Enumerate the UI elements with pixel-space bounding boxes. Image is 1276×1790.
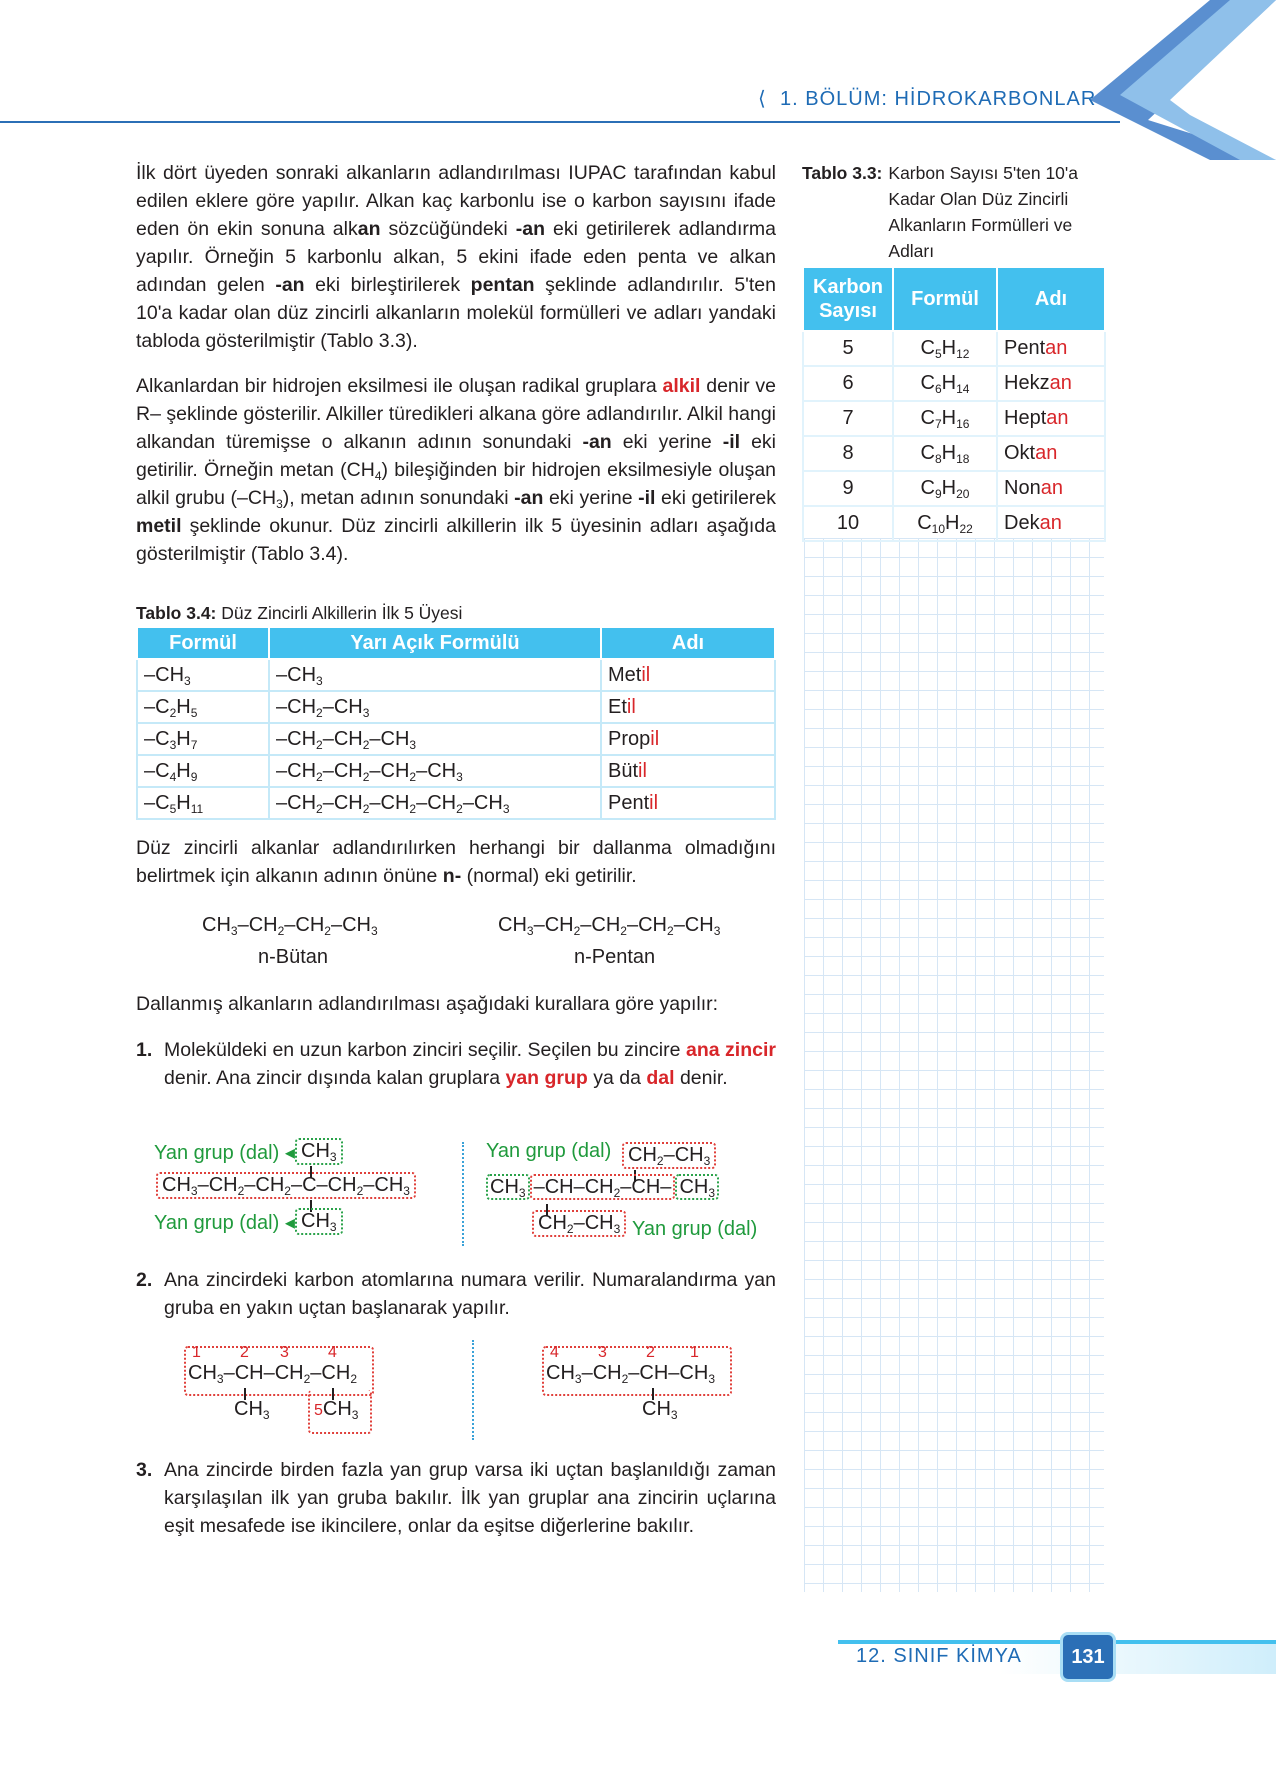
main-chain-formula: $CH_3$ $-CH-CH_2-CH-$ $CH_3$ [486,1176,719,1199]
carbon-count: 9 [803,471,893,506]
table-row [803,401,1105,436]
side-group-label: Yan grup (dal) ◂ [154,1142,295,1164]
alkane-name: Pentan [997,331,1105,366]
table34-header: Formül [137,627,269,659]
rule-3: 3. Ana zincirde birden fazla yan grup varsa iki uçtan başlanıldığı zaman karşılaşılan ilk yan gruba bakılır. İlk yan gruplar ana zincirin uçlarına eşit mesafede ise ikincilere, onlar da eşitse diğerlerine bakılır. [136,1459,776,1537]
alkane-name: Hekzan [997,366,1105,401]
table-row: $-C_2H_5$ $-CH_2-CH_3$ Etil [137,691,775,723]
paragraph-normal-prefix: Düz zincirli alkanlar adlandırılırken herhangi bir dallanma olmadığını belirtmek için alkanın adının önüne n- (normal) eki getirilir. [136,837,776,887]
carbon-count: 10 [803,506,893,541]
table34-caption: Tablo 3.4: Düz Zincirli Alkillerin İlk 5 Üyesi [136,603,463,623]
chapter-mark-icon: ⟨ [758,88,766,110]
table-row [803,436,1105,471]
book-title: 12. SINIF KİMYA [856,1645,1022,1667]
numbering-example-left: 1 2 3 4 $CH_3-CH-CH_2-CH_2$ $CH_3$ $5CH_3$ [184,1346,372,1436]
pentane-formula: $CH_3-CH_2-CH_2-CH_2-CH_3$ [498,914,721,938]
alkane-name: Nonan [997,471,1105,506]
paragraph-alkane-naming: İlk dört üyeden sonraki alkanların adlandırılması IUPAC tarafından kabul edilen eklere göre yapılır. Alkan kaç karbonlu ise o karbon sayısını ifade eden ön ekin sonuna alkan sözcüğündeki -an eki getirilerek adlandırma yapılır. Örneğin 5 karbonlu alkan, 5 ekini ifade eden penta ve alkan adından gelen -an eki birleştirilerek pentan şeklinde adlandırılır. 5'ten 10'a kadar olan düz zincirli alkanların molekül formülleri ve adları yandaki tabloda gösterilmiştir (Tablo 3.3). [136,162,776,352]
page-number: 131 [1060,1632,1116,1682]
rule-1: 1. Moleküldeki en uzun karbon zinciri seçilir. Seçilen bu zincire ana zincir denir. Ana zincir dışında kalan gruplara yan grup ya da dal denir. [136,1039,776,1089]
table33-caption: Tablo 3.3: Karbon Sayısı 5'ten 10'a Kadar Olan Düz Zincirli Alkanların Formülleri ve Adları [802,163,1078,261]
chevron-decoration-icon [1090,0,1276,165]
header-rule [0,121,1120,123]
ethyl-chain-box: $CH_2-CH_3$ [622,1142,716,1169]
table33-header: Formül [893,267,997,331]
ethyl-chain-box: $CH_2-CH_3$ [532,1210,626,1237]
table34-header: Yarı Açık Formülü [269,627,601,659]
formula: $C_5H_{12}$ [893,331,997,366]
carbon-count: 5 [803,331,893,366]
table-row: $-C_3H_7$ $-CH_2-CH_2-CH_3$ Propil [137,723,775,755]
paragraph-branched-rules: Dallanmış alkanların adlandırılması aşağıdaki kurallara göre yapılır: [136,993,719,1015]
side-group-label: Yan grup (dal) [632,1218,758,1240]
rule-2: 2. Ana zincirdeki karbon atomlarına numara verilir. Numaralandırma yan gruba en yakın uçtan başlanarak yapılır. [136,1269,776,1319]
diagram-divider [472,1340,474,1440]
table-row: $-C_5H_{11}$ $-CH_2-CH_2-CH_2-CH_2-CH_3$ Pentil [137,787,775,819]
table-row [803,506,1105,541]
butane-name: n-Bütan [258,946,329,968]
formula: $C_6H_{14}$ [893,366,997,401]
main-chain-box: $CH_3-CH_2-CH_2-C-CH_2-CH_3$ [156,1172,416,1199]
table-row [803,471,1105,506]
diagram-divider [462,1142,464,1246]
table34-header: Adı [601,627,775,659]
chapter-title: 1. BÖLÜM: HİDROKARBONLAR [780,88,1097,110]
carbon-count: 6 [803,366,893,401]
table-row: $-C_4H_9$ $-CH_2-CH_2-CH_2-CH_3$ Bütil [137,755,775,787]
alkane-name: Oktan [997,436,1105,471]
formula: $C_{10}H_{22}$ [893,506,997,541]
numbering-example-right: 4 3 2 1 $CH_3-CH_2-CH-CH_3$ $CH_3$ [542,1346,732,1436]
formula: $C_8H_{18}$ [893,436,997,471]
table-alkanes [802,266,1106,542]
formula: $C_7H_{16}$ [893,401,997,436]
side-group-label: Yan grup (dal) [486,1140,612,1162]
table-row [803,331,1105,366]
table-row [803,366,1105,401]
paragraph-alkyl: Alkanlardan bir hidrojen eksilmesi ile oluşan radikal gruplara alkil denir ve R– şeklinde gösterilir. Alkiller türedikleri alkana göre adlandırılır. Alkil hangi alkandan türemişse o alkanın adının sonundaki -an eki yerine -il eki getirilir. Örneğin metan $(CH_4)$ bileşiğinden bir hidrojen eksilmesiyle oluşan alkil grubu $(-CH_3)$, metan adının sonundaki -an eki yerine -il eki getirilerek metil şeklinde okunur. Düz zincirli alkillerin ilk 5 üyesinin adları aşağıda gösterilmiştir (Tablo 3.4). [136,375,777,565]
side-group-box: $CH_3$ [295,1208,343,1235]
pentane-name: n-Pentan [574,946,656,968]
alkane-name: Heptan [997,401,1105,436]
table-alkyls [136,626,776,820]
table-row: $-CH_3$ $-CH_3$ Metil [137,659,775,691]
carbon-count: 7 [803,401,893,436]
footer-fade [1000,1644,1276,1674]
side-group-label: Yan grup (dal) ◂ [154,1212,295,1234]
formula: $C_9H_{20}$ [893,471,997,506]
footer-rule [838,1640,1276,1644]
side-group-box: $CH_3$ [295,1138,343,1165]
table33-header: Adı [997,267,1105,331]
notes-grid [804,538,1104,1592]
carbon-count: 8 [803,436,893,471]
alkane-name: Dekan [997,506,1105,541]
table33-header: Karbon Sayısı [803,267,893,331]
butane-formula: $CH_3-CH_2-CH_2-CH_3$ [202,914,378,938]
